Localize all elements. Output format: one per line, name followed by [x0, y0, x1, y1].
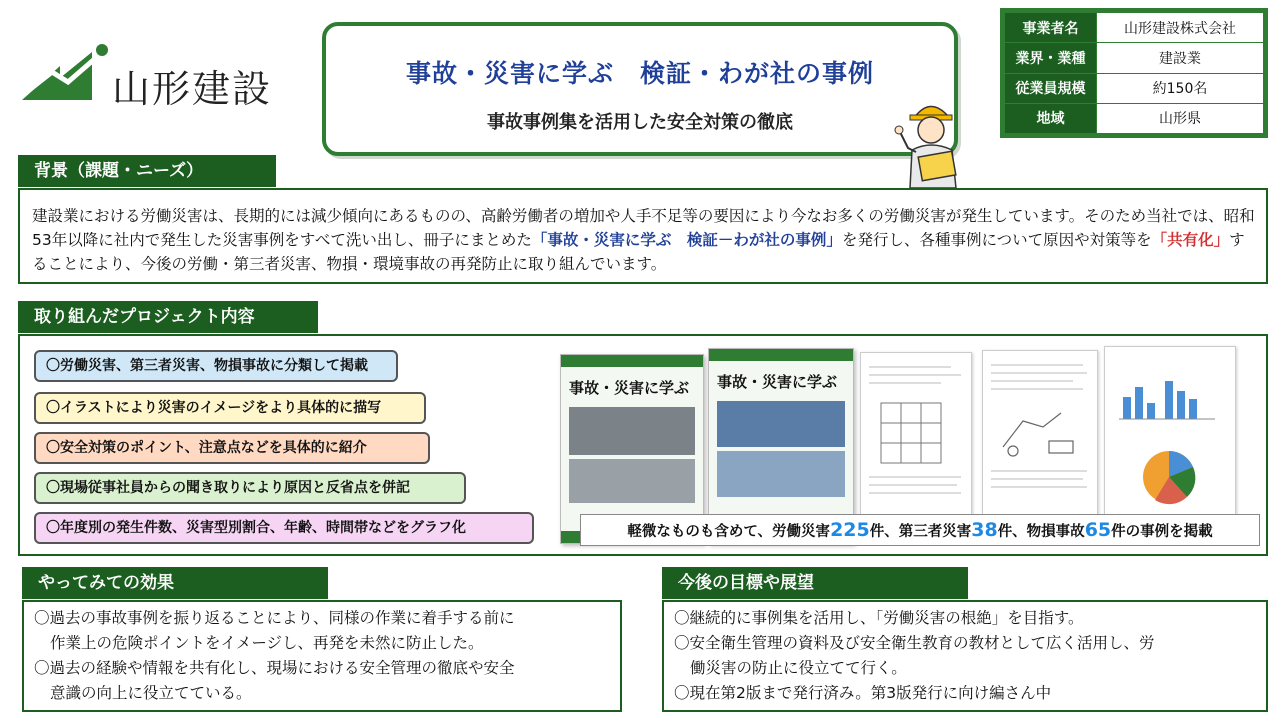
- table-value: 山形県: [1097, 103, 1264, 133]
- future-panel: [662, 600, 1268, 712]
- background-text-part: を発行し、各種事例について原因や対策等を: [841, 231, 1152, 249]
- booklet-photo: [717, 401, 845, 447]
- logo-text: 山形建設: [112, 67, 273, 111]
- company-logo: [22, 36, 292, 116]
- title-panel: [322, 22, 958, 156]
- company-info-table: [1000, 8, 1268, 138]
- caption-number: 65: [1084, 519, 1112, 541]
- booklet-band: [561, 355, 703, 367]
- sharing-highlight: 「共有化」: [1151, 231, 1230, 249]
- project-heading: 取り組んだプロジェクト内容: [18, 301, 318, 333]
- background-text-part: することにより、今後の労働・第三者災害、物損・環境事故の再発防止に取り組んでいます。: [32, 231, 1245, 273]
- background-text-part: 建設業における労働災害は、長期的には減少傾向にあるものの、高齢労働者の増加や人手不足等の要因により今なお多くの労働災害が発生しています。そのため当社では、昭和53年以降に社内で発生した災害事例をすべて洗い出し、冊子にまとめた: [32, 207, 1255, 249]
- page-subtitle: 事故事例集を活用した安全対策の徹底: [487, 112, 793, 133]
- caption-text: 件、物損事故: [997, 524, 1085, 540]
- table-value: 山形建設株式会社: [1097, 13, 1264, 43]
- caption-number: 225: [830, 519, 870, 541]
- project-panel: [18, 334, 1268, 556]
- booklet-band: [709, 349, 853, 361]
- future-line: 〇安全衛生管理の資料及び安全衛生教育の教材として広く活用し、労: [674, 634, 1155, 652]
- background-heading: 背景（課題・ニーズ）: [18, 155, 276, 187]
- project-item: 〇年度別の発生件数、災害型別割合、年齢、時間帯などをグラフ化: [34, 512, 534, 544]
- future-line: 〇継続的に事例集を活用し、「労働災害の根絶」を目指す。: [674, 609, 1084, 627]
- sample-page-3: [1104, 346, 1236, 542]
- booklet-title: 事故・災害に学ぶ: [569, 379, 690, 397]
- worker-illustration-icon: [880, 88, 980, 188]
- effects-line: 〇過去の経験や情報を共有化し、現場における安全管理の徹底や安全: [34, 659, 515, 677]
- background-panel: [18, 188, 1268, 284]
- booklet-photo: [569, 407, 695, 455]
- caption-number: 38: [971, 519, 998, 541]
- table-value: 建設業: [1097, 43, 1264, 73]
- effects-line: 意識の向上に役立てている。: [50, 684, 252, 702]
- table-row: [1005, 13, 1264, 43]
- project-item: 〇安全対策のポイント、注意点などを具体的に紹介: [34, 432, 430, 464]
- booklet-title: 事故・災害に学ぶ: [717, 373, 838, 391]
- table-row: [1005, 103, 1264, 133]
- effects-heading: やってみての効果: [22, 567, 328, 599]
- table-key: 業界・業種: [1005, 43, 1097, 73]
- page-title: 事故・災害に学ぶ 検証・わが社の事例: [405, 59, 874, 88]
- effects-panel: [22, 600, 622, 712]
- table-key: 従業員規模: [1005, 73, 1097, 103]
- future-line: 〇現在第2版まで発行済み。第3版発行に向け編さん中: [674, 684, 1052, 702]
- project-item: 〇現場従事社員からの聞き取りにより原因と反省点を併記: [34, 472, 466, 504]
- caption-text: 軽微なものも含めて、労働災害: [627, 524, 831, 540]
- future-line: 働災害の防止に役立てて行く。: [690, 659, 907, 677]
- effects-line: 〇過去の事故事例を振り返ることにより、同様の作業に着手する前に: [34, 609, 515, 627]
- booklet-caption: [580, 514, 1260, 546]
- table-key: 地域: [1005, 103, 1097, 133]
- future-heading: 今後の目標や展望: [662, 567, 968, 599]
- table-row: [1005, 43, 1264, 73]
- booklet-photo: [569, 459, 695, 503]
- caption-text: 件、第三者災害: [869, 524, 972, 540]
- logo-mark-icon: [22, 42, 112, 112]
- table-row: [1005, 73, 1264, 103]
- table-key: 事業者名: [1005, 13, 1097, 43]
- project-item: 〇イラストにより災害のイメージをより具体的に描写: [34, 392, 426, 424]
- booklet-title-highlight: 「事故・災害に学ぶ 検証－わが社の事例」: [531, 231, 842, 249]
- effects-line: 作業上の危険ポイントをイメージし、再発を未然に防止した。: [50, 634, 484, 652]
- table-value: 約150名: [1097, 73, 1264, 103]
- booklet-photo: [717, 451, 845, 497]
- background-text: [32, 204, 1256, 276]
- caption-text: 件の事例を掲載: [1111, 524, 1213, 540]
- project-item: 〇労働災害、第三者災害、物損事故に分類して掲載: [34, 350, 398, 382]
